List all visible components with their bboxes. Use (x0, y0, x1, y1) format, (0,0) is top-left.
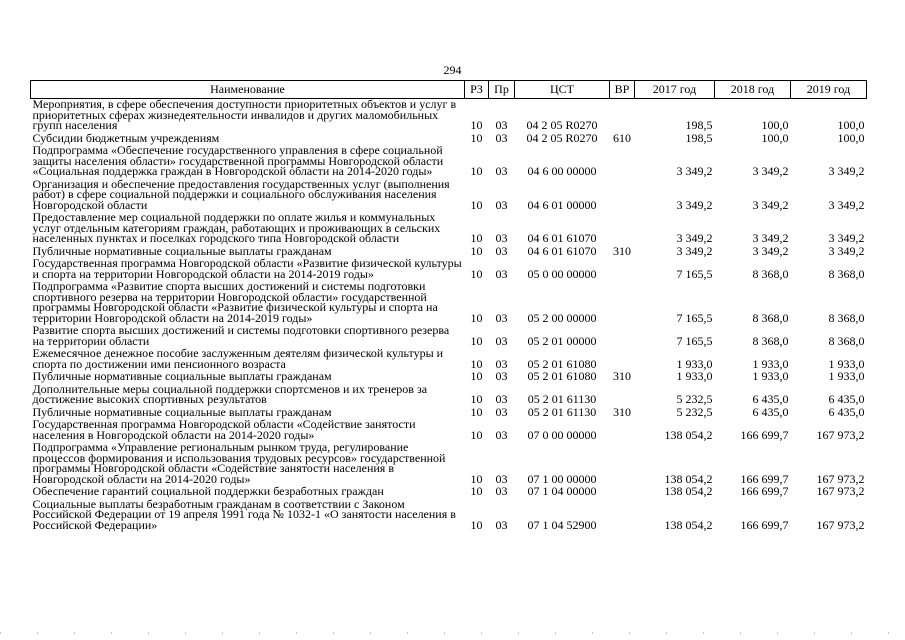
row-rz: 10 (470, 310, 483, 325)
row-name: Подпрограмма «Обеспечение государственного управления в сфере социальной защиты населения области» государственной программы Новгородской области «Социальная поддержка граждан в Новгородской области на 2014-2020 годы» (32, 143, 444, 178)
row-2017: 1 933,0 (676, 356, 713, 371)
row-cst: 05 0 00 00000 (527, 266, 597, 281)
row-vr (610, 258, 635, 281)
row-2017: 3 349,2 (676, 243, 713, 258)
row-2017: 7 165,5 (676, 266, 713, 281)
table-row (31, 281, 867, 325)
row-2017: 3 349,2 (676, 231, 713, 245)
header-cst: ЦСТ (515, 81, 610, 99)
row-name: Мероприятия, в сфере обеспечения доступности приоритетных объектов и услуг в приоритетных сферах жизнедеятельности инвалидов и других маломобильных групп населения (32, 97, 457, 132)
row-2019: 3 349,2 (828, 197, 865, 212)
row-2019: 167 973,2 (816, 517, 865, 532)
header-2019: 2019 год (791, 81, 867, 99)
row-name: Ежемесячное денежное пособие заслуженным деятелям физической культуры и спорта по достижении ими пенсионного возраста (32, 346, 444, 371)
table-row (31, 348, 867, 371)
row-rz: 10 (470, 369, 483, 383)
row-2018: 8 368,0 (752, 333, 789, 348)
row-pr: 03 (495, 164, 508, 178)
row-rz: 10 (470, 404, 483, 419)
row-cst: 04 2 05 R0270 (526, 118, 598, 132)
row-2017: 5 232,5 (676, 404, 713, 419)
row-2018: 8 368,0 (752, 310, 789, 325)
table-header-row (31, 81, 867, 99)
header-2018: 2018 год (715, 81, 791, 99)
row-vr (610, 442, 635, 486)
row-vr: 310 (613, 369, 631, 383)
table-row (31, 384, 867, 407)
row-name: Предоставление мер социальной поддержки по оплате жилья и коммунальных услуг отдельным категориям граждан, работающих и проживающих в сельских населенных пунктах и поселках городского типа Новгородской области (32, 210, 441, 245)
row-pr: 03 (495, 356, 508, 371)
row-rz: 10 (470, 118, 483, 132)
row-2018: 3 349,2 (752, 197, 789, 212)
row-2019: 6 435,0 (828, 404, 865, 419)
row-cst: 05 2 01 61130 (527, 404, 597, 419)
row-pr: 03 (495, 517, 508, 532)
row-cst: 05 2 01 00000 (527, 333, 597, 348)
header-pr: Пр (489, 81, 515, 99)
row-2018: 100,0 (761, 130, 789, 145)
row-vr (610, 348, 635, 371)
row-name: Государственная программа Новгородской области «Развитие физической культуры и спорта на территории Новгородской области на 2014-2019 годы» (32, 256, 462, 281)
row-pr: 03 (495, 130, 508, 145)
row-2018: 1 933,0 (752, 369, 789, 383)
table-row (31, 179, 867, 213)
table-row (31, 499, 867, 533)
row-2019: 8 368,0 (828, 333, 865, 348)
row-name: Субсидии бюджетным учреждениям (32, 130, 220, 145)
row-cst: 07 1 00 00000 (527, 471, 597, 486)
row-2018: 100,0 (761, 118, 789, 132)
header-name: Наименование (31, 81, 465, 99)
row-2018: 6 435,0 (752, 392, 789, 406)
row-2017: 138 054,2 (664, 471, 713, 486)
row-2017: 198,5 (685, 118, 713, 132)
row-rz: 10 (470, 484, 483, 498)
row-2018: 166 699,7 (740, 471, 789, 486)
row-rz: 10 (470, 243, 483, 258)
table-row (31, 419, 867, 442)
row-vr (610, 384, 635, 407)
header-vr: ВР (610, 81, 635, 99)
row-vr (610, 486, 635, 499)
row-rz: 10 (470, 266, 483, 281)
header-2017: 2017 год (635, 81, 715, 99)
row-rz: 10 (470, 427, 483, 442)
row-cst: 04 2 05 R0270 (526, 130, 598, 145)
row-cst: 04 6 01 00000 (527, 197, 597, 212)
row-2019: 3 349,2 (828, 243, 865, 258)
row-rz: 10 (470, 392, 483, 406)
row-rz: 10 (470, 517, 483, 532)
row-cst: 04 6 01 61070 (527, 231, 597, 245)
row-pr: 03 (495, 266, 508, 281)
row-vr (610, 179, 635, 213)
row-2017: 3 349,2 (676, 197, 713, 212)
row-2019: 3 349,2 (828, 164, 865, 178)
table-row (31, 99, 867, 133)
row-pr: 03 (495, 471, 508, 486)
row-rz: 10 (470, 130, 483, 145)
row-2019: 167 973,2 (816, 471, 865, 486)
row-name: Публичные нормативные социальные выплаты гражданам (32, 404, 332, 419)
row-cst: 05 2 01 61130 (527, 392, 597, 406)
row-2019: 6 435,0 (828, 392, 865, 406)
row-cst: 05 2 01 61080 (527, 356, 597, 371)
row-2017: 3 349,2 (676, 164, 713, 178)
row-name: Подпрограмма «Развитие спорта высших достижений и системы подготовки спортивного резерва на территории Новгородской области» государственной программы Новгородской области «Развитие физической культуры и спорта на территории Новгородской области на 2014-2019 годы» (32, 279, 438, 325)
row-rz: 10 (470, 197, 483, 212)
row-2019: 8 368,0 (828, 266, 865, 281)
row-pr: 03 (495, 310, 508, 325)
row-2018: 6 435,0 (752, 404, 789, 419)
row-name: Социальные выплаты безработным гражданам в соответствии с Законом Российской Федерации от 19 апреля 1991 года № 1032-1 «О занятости населения в Российской Федерации» (32, 496, 456, 532)
row-name: Публичные нормативные социальные выплаты гражданам (32, 243, 332, 258)
row-2019: 1 933,0 (828, 369, 865, 383)
row-cst: 05 2 01 61080 (527, 369, 597, 383)
row-2018: 166 699,7 (740, 517, 789, 532)
row-rz: 10 (470, 164, 483, 178)
row-vr: 310 (613, 243, 631, 258)
row-pr: 03 (495, 231, 508, 245)
row-name: Публичные нормативные социальные выплаты гражданам (32, 369, 332, 383)
row-2018: 3 349,2 (752, 164, 789, 178)
table-row (31, 145, 867, 179)
table-row (31, 212, 867, 246)
row-cst: 04 6 01 61070 (527, 243, 597, 258)
row-2019: 100,0 (837, 130, 865, 145)
row-2019: 167 973,2 (816, 484, 865, 498)
row-rz: 10 (470, 356, 483, 371)
row-pr: 03 (495, 427, 508, 442)
row-2018: 166 699,7 (740, 427, 789, 442)
row-pr: 03 (495, 404, 508, 419)
row-2018: 1 933,0 (752, 356, 789, 371)
row-2019: 167 973,2 (816, 427, 865, 442)
row-name: Организация и обеспечение предоставления государственных услуг (выполнения работ) в сфере социальной поддержки и социального обслуживания населения Новгородской области (32, 176, 450, 212)
row-vr (610, 212, 635, 246)
row-rz: 10 (470, 471, 483, 486)
row-name: Подпрограмма «Управление региональным рынком труда, регулирование процессов формирования и использования трудовых ресурсов» государственной программы Новгородской области «Содействие занятости населения в Новгородской области на 2014-2020 годы» (32, 440, 446, 486)
row-2017: 138 054,2 (664, 484, 713, 498)
row-2019: 8 368,0 (828, 310, 865, 325)
row-vr (610, 419, 635, 442)
row-pr: 03 (495, 118, 508, 132)
row-pr: 03 (495, 392, 508, 406)
row-vr (610, 325, 635, 348)
row-vr (610, 499, 635, 533)
table-row (31, 325, 867, 348)
budget-table (30, 80, 867, 532)
scan-artifact-line (0, 632, 905, 634)
row-name: Обеспечение гарантий социальной поддержки безработных граждан (32, 484, 384, 498)
row-2018: 166 699,7 (740, 484, 789, 498)
row-2017: 198,5 (685, 130, 713, 145)
row-cst: 07 0 00 00000 (527, 427, 597, 442)
row-cst: 07 1 04 00000 (527, 484, 597, 498)
row-cst: 07 1 04 52900 (527, 517, 597, 532)
row-vr (610, 99, 635, 133)
table-row (31, 258, 867, 281)
row-name: Развитие спорта высших достижений и системы подготовки спортивного резерва на территории области (32, 323, 450, 348)
row-pr: 03 (495, 369, 508, 383)
row-2019: 1 933,0 (828, 356, 865, 371)
row-2017: 5 232,5 (676, 392, 713, 406)
row-2018: 3 349,2 (752, 243, 789, 258)
table-row (31, 442, 867, 486)
row-pr: 03 (495, 333, 508, 348)
row-cst: 04 6 00 00000 (527, 164, 597, 178)
row-2019: 100,0 (837, 118, 865, 132)
row-2017: 138 054,2 (664, 517, 713, 532)
header-rz: РЗ (465, 81, 489, 99)
row-2018: 8 368,0 (752, 266, 789, 281)
row-2017: 7 165,5 (676, 310, 713, 325)
row-vr (610, 281, 635, 325)
row-vr (610, 145, 635, 179)
row-pr: 03 (495, 243, 508, 258)
row-2019: 3 349,2 (828, 231, 865, 245)
row-2018: 3 349,2 (752, 231, 789, 245)
row-vr: 610 (613, 130, 631, 145)
page-number: 294 (443, 63, 462, 77)
row-cst: 05 2 00 00000 (527, 310, 597, 325)
row-2017: 1 933,0 (676, 369, 713, 383)
row-name: Государственная программа Новгородской области «Содействие занятости населения в Новгородской области на 2014-2020 годы» (32, 417, 416, 442)
row-pr: 03 (495, 197, 508, 212)
row-rz: 10 (470, 333, 483, 348)
row-name: Дополнительные меры социальной поддержки спортсменов и их тренеров за достижение высоких спортивных результатов (32, 381, 428, 406)
row-vr: 310 (613, 404, 631, 419)
row-2017: 7 165,5 (676, 333, 713, 348)
row-rz: 10 (470, 231, 483, 245)
row-2017: 138 054,2 (664, 427, 713, 442)
row-pr: 03 (495, 484, 508, 498)
